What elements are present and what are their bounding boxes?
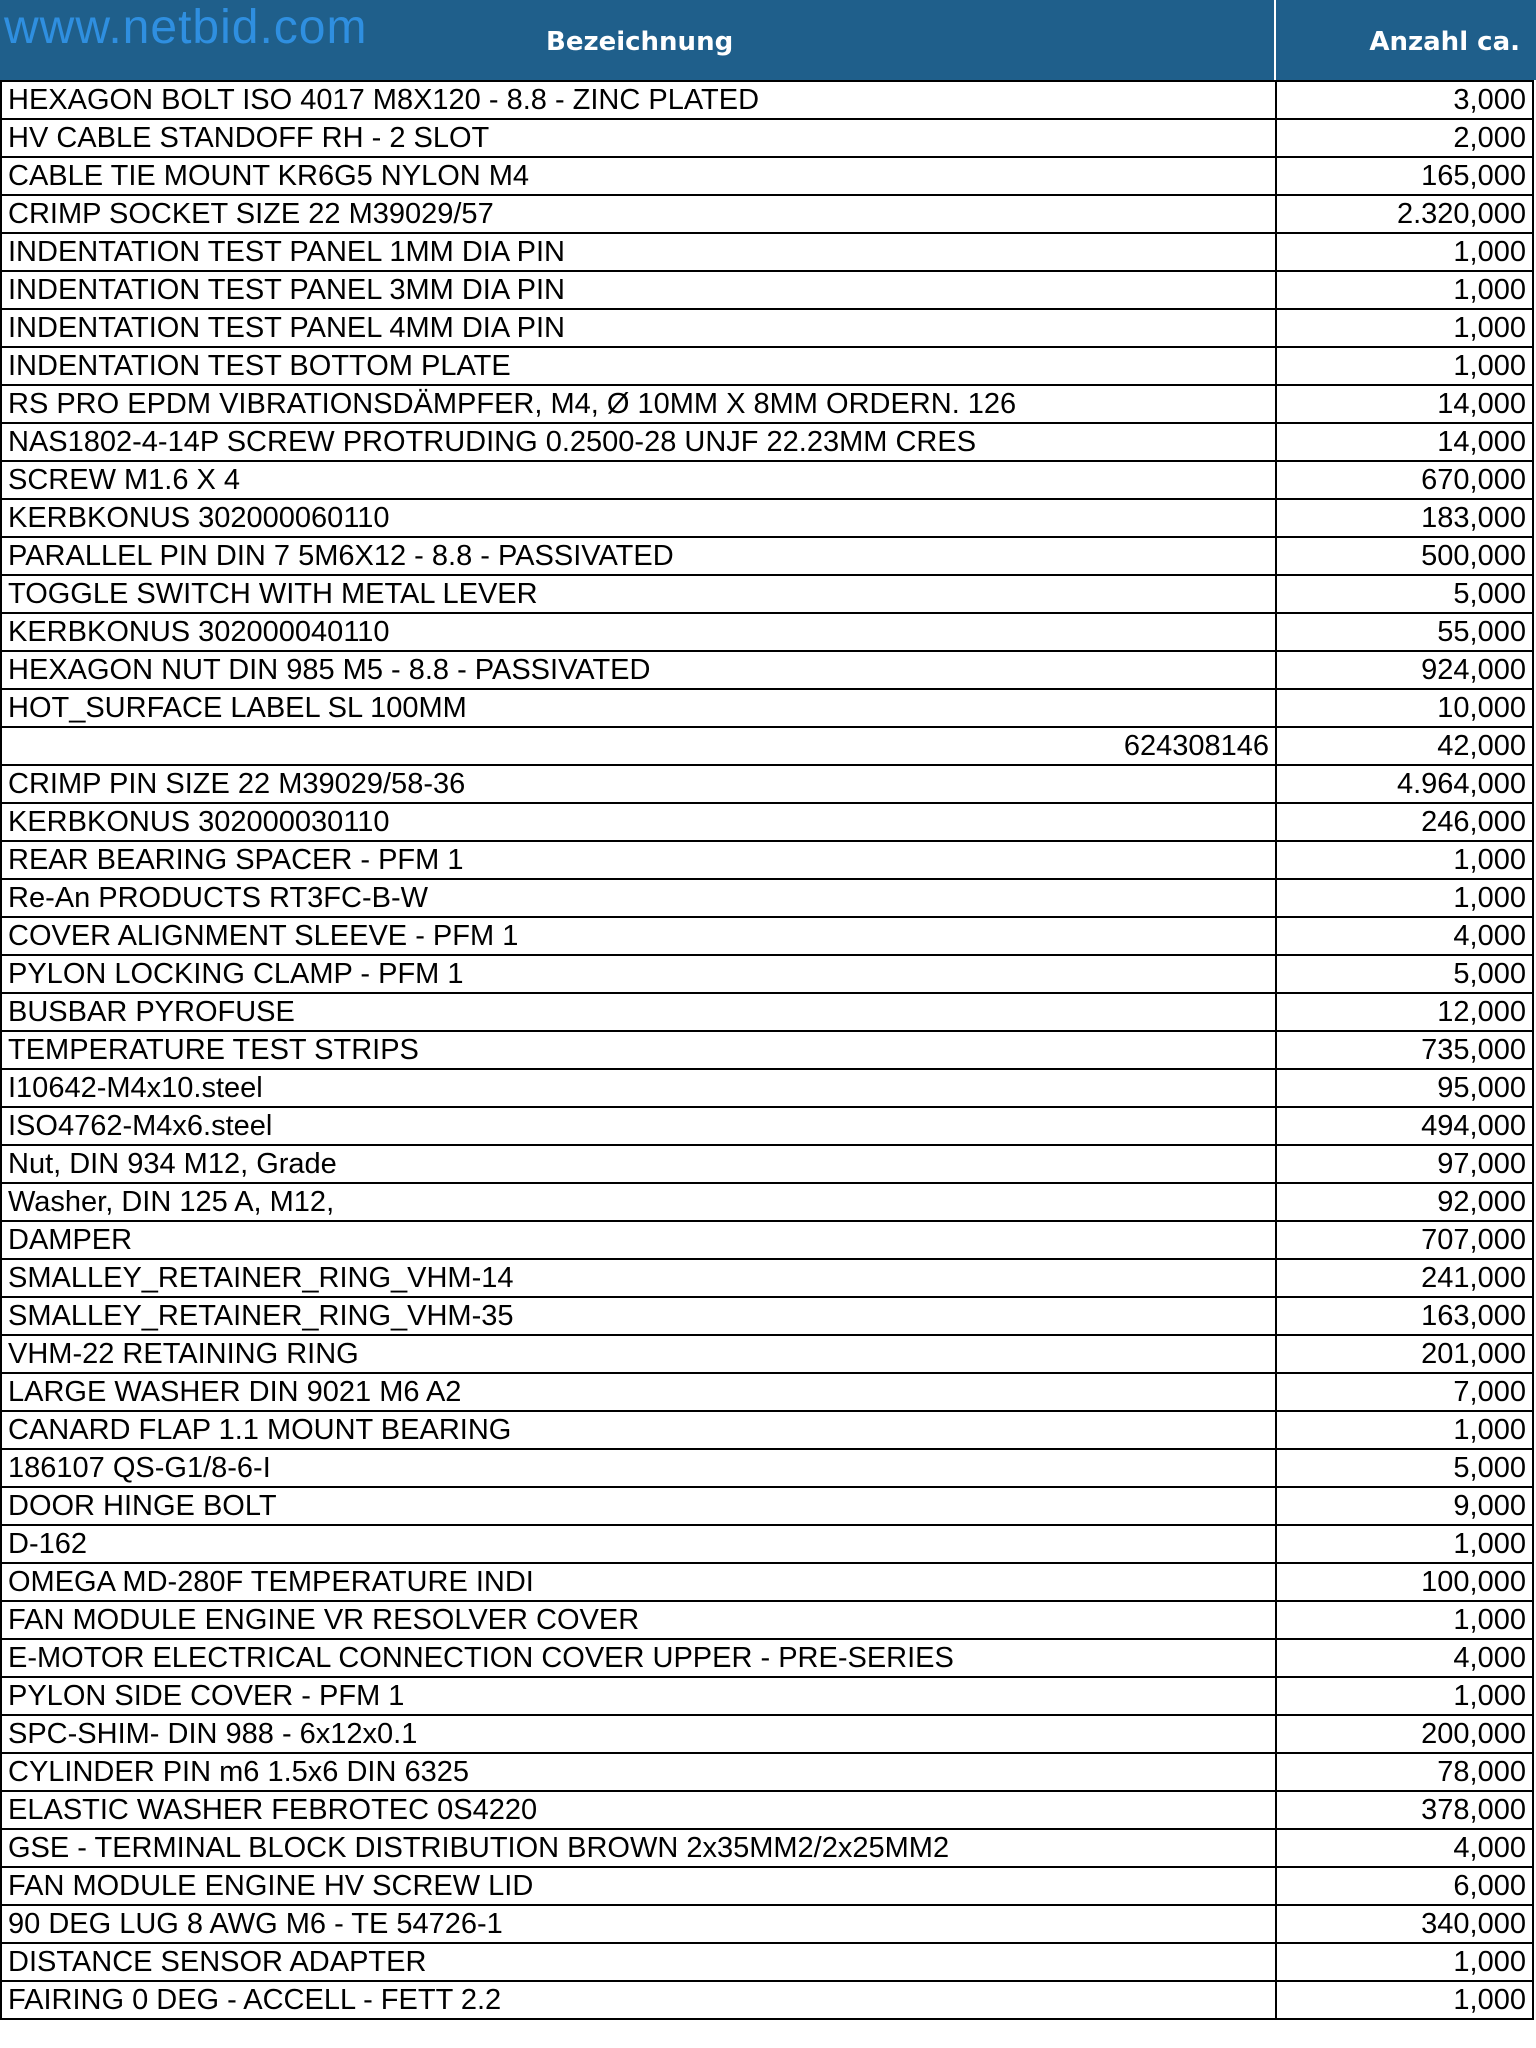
- item-description-cell: LARGE WASHER DIN 9021 M6 A2: [1, 1373, 1276, 1411]
- table-row: [1, 81, 1533, 119]
- item-quantity-cell: 163,000: [1276, 1297, 1533, 1335]
- item-description-cell: E-MOTOR ELECTRICAL CONNECTION COVER UPPER - PRE-SERIES: [1, 1639, 1276, 1677]
- table-row: [1, 651, 1533, 689]
- item-quantity-cell: 165,000: [1276, 157, 1533, 195]
- item-description-cell: INDENTATION TEST PANEL 3MM DIA PIN: [1, 271, 1276, 309]
- table-row: [1, 993, 1533, 1031]
- table-row: [1, 537, 1533, 575]
- item-description-cell: SPC-SHIM- DIN 988 - 6x12x0.1: [1, 1715, 1276, 1753]
- item-quantity-cell: 183,000: [1276, 499, 1533, 537]
- item-description-cell: NAS1802-4-14P SCREW PROTRUDING 0.2500-28 UNJF 22.23MM CRES: [1, 423, 1276, 461]
- item-description-cell: COVER ALIGNMENT SLEEVE - PFM 1: [1, 917, 1276, 955]
- item-description-cell: REAR BEARING SPACER - PFM 1: [1, 841, 1276, 879]
- item-quantity-cell: 924,000: [1276, 651, 1533, 689]
- item-quantity-cell: 1,000: [1276, 1981, 1533, 2019]
- item-quantity-cell: 10,000: [1276, 689, 1533, 727]
- table-row: [1, 1107, 1533, 1145]
- table-row: [1, 499, 1533, 537]
- item-quantity-cell: 14,000: [1276, 385, 1533, 423]
- item-description-cell: OMEGA MD-280F TEMPERATURE INDI: [1, 1563, 1276, 1601]
- item-description-cell: TEMPERATURE TEST STRIPS: [1, 1031, 1276, 1069]
- table-row: [1, 1297, 1533, 1335]
- item-quantity-cell: 201,000: [1276, 1335, 1533, 1373]
- table-row: [1, 1753, 1533, 1791]
- table-row: [1, 879, 1533, 917]
- table-row: [1, 765, 1533, 803]
- item-description-cell: HOT_SURFACE LABEL SL 100MM: [1, 689, 1276, 727]
- item-quantity-cell: 246,000: [1276, 803, 1533, 841]
- item-description-cell: 90 DEG LUG 8 AWG M6 - TE 54726-1: [1, 1905, 1276, 1943]
- table-row: [1, 347, 1533, 385]
- item-quantity-cell: 6,000: [1276, 1867, 1533, 1905]
- item-quantity-cell: 5,000: [1276, 955, 1533, 993]
- table-row: [1, 1715, 1533, 1753]
- item-description-cell: HEXAGON BOLT ISO 4017 M8X120 - 8.8 - ZINC PLATED: [1, 81, 1276, 119]
- table-row: [1, 955, 1533, 993]
- table-row: [1, 1069, 1533, 1107]
- table-row: [1, 233, 1533, 271]
- item-quantity-cell: 707,000: [1276, 1221, 1533, 1259]
- table-row: [1, 841, 1533, 879]
- table-row: [1, 1601, 1533, 1639]
- item-quantity-cell: 7,000: [1276, 1373, 1533, 1411]
- table-row: [1, 1791, 1533, 1829]
- item-quantity-cell: 1,000: [1276, 1525, 1533, 1563]
- item-description-cell: SMALLEY_RETAINER_RING_VHM-35: [1, 1297, 1276, 1335]
- item-quantity-cell: 55,000: [1276, 613, 1533, 651]
- column-header-bezeichnung: Bezeichnung: [546, 27, 734, 57]
- item-description-cell: FAN MODULE ENGINE VR RESOLVER COVER: [1, 1601, 1276, 1639]
- item-quantity-cell: 1,000: [1276, 1601, 1533, 1639]
- table-row: [1, 1943, 1533, 1981]
- items-table: [0, 80, 1534, 2020]
- item-description-cell: I10642-M4x10.steel: [1, 1069, 1276, 1107]
- item-quantity-cell: 14,000: [1276, 423, 1533, 461]
- item-description-cell: Re-An PRODUCTS RT3FC-B-W: [1, 879, 1276, 917]
- item-description-cell: Nut, DIN 934 M12, Grade: [1, 1145, 1276, 1183]
- item-description-cell: Washer, DIN 125 A, M12,: [1, 1183, 1276, 1221]
- item-description-cell: CANARD FLAP 1.1 MOUNT BEARING: [1, 1411, 1276, 1449]
- item-quantity-cell: 4,000: [1276, 917, 1533, 955]
- table-row: [1, 1487, 1533, 1525]
- table-row: [1, 1829, 1533, 1867]
- item-description-cell: PARALLEL PIN DIN 7 5M6X12 - 8.8 - PASSIVATED: [1, 537, 1276, 575]
- item-quantity-cell: 9,000: [1276, 1487, 1533, 1525]
- item-description-cell: CRIMP PIN SIZE 22 M39029/58-36: [1, 765, 1276, 803]
- item-quantity-cell: 95,000: [1276, 1069, 1533, 1107]
- item-quantity-cell: 1,000: [1276, 271, 1533, 309]
- item-description-cell: HV CABLE STANDOFF RH - 2 SLOT: [1, 119, 1276, 157]
- table-row: [1, 1221, 1533, 1259]
- item-quantity-cell: 1,000: [1276, 233, 1533, 271]
- item-description-cell: SMALLEY_RETAINER_RING_VHM-14: [1, 1259, 1276, 1297]
- item-description-cell: INDENTATION TEST PANEL 1MM DIA PIN: [1, 233, 1276, 271]
- table-row: [1, 1335, 1533, 1373]
- item-description-cell: ELASTIC WASHER FEBROTEC 0S4220: [1, 1791, 1276, 1829]
- item-quantity-cell: 1,000: [1276, 841, 1533, 879]
- item-description-cell: ISO4762-M4x6.steel: [1, 1107, 1276, 1145]
- item-description-cell: KERBKONUS 302000040110: [1, 613, 1276, 651]
- item-description-cell: 186107 QS-G1/8-6-I: [1, 1449, 1276, 1487]
- item-quantity-cell: 500,000: [1276, 537, 1533, 575]
- item-description-cell: 624308146: [1, 727, 1276, 765]
- item-quantity-cell: 5,000: [1276, 1449, 1533, 1487]
- table-row: [1, 917, 1533, 955]
- table-row: [1, 689, 1533, 727]
- item-quantity-cell: 78,000: [1276, 1753, 1533, 1791]
- item-quantity-cell: 340,000: [1276, 1905, 1533, 1943]
- table-row: [1, 195, 1533, 233]
- item-description-cell: HEXAGON NUT DIN 985 M5 - 8.8 - PASSIVATED: [1, 651, 1276, 689]
- table-row: [1, 1373, 1533, 1411]
- item-description-cell: GSE - TERMINAL BLOCK DISTRIBUTION BROWN 2x35MM2/2x25MM2: [1, 1829, 1276, 1867]
- item-description-cell: PYLON LOCKING CLAMP - PFM 1: [1, 955, 1276, 993]
- column-header-anzahl: Anzahl ca.: [1369, 27, 1520, 57]
- item-quantity-cell: 670,000: [1276, 461, 1533, 499]
- item-quantity-cell: 97,000: [1276, 1145, 1533, 1183]
- item-description-cell: TOGGLE SWITCH WITH METAL LEVER: [1, 575, 1276, 613]
- table-row: [1, 1981, 1533, 2019]
- table-row: [1, 423, 1533, 461]
- item-quantity-cell: 200,000: [1276, 1715, 1533, 1753]
- item-quantity-cell: 2,000: [1276, 119, 1533, 157]
- item-quantity-cell: 1,000: [1276, 1943, 1533, 1981]
- item-description-cell: FAN MODULE ENGINE HV SCREW LID: [1, 1867, 1276, 1905]
- item-description-cell: DAMPER: [1, 1221, 1276, 1259]
- table-row: [1, 309, 1533, 347]
- table-row: [1, 727, 1533, 765]
- netbid-watermark: www.netbid.com: [4, 1, 368, 54]
- item-quantity-cell: 92,000: [1276, 1183, 1533, 1221]
- table-row: [1, 1259, 1533, 1297]
- item-quantity-cell: 42,000: [1276, 727, 1533, 765]
- item-description-cell: KERBKONUS 302000030110: [1, 803, 1276, 841]
- table-row: [1, 385, 1533, 423]
- item-description-cell: DOOR HINGE BOLT: [1, 1487, 1276, 1525]
- item-quantity-cell: 100,000: [1276, 1563, 1533, 1601]
- header-divider: [1274, 0, 1276, 80]
- table-row: [1, 613, 1533, 651]
- table-row: [1, 461, 1533, 499]
- item-description-cell: CYLINDER PIN m6 1.5x6 DIN 6325: [1, 1753, 1276, 1791]
- table-row: [1, 1145, 1533, 1183]
- table-row: [1, 271, 1533, 309]
- table-row: [1, 803, 1533, 841]
- item-quantity-cell: 4,000: [1276, 1829, 1533, 1867]
- item-description-cell: INDENTATION TEST PANEL 4MM DIA PIN: [1, 309, 1276, 347]
- table-row: [1, 575, 1533, 613]
- table-row: [1, 1411, 1533, 1449]
- item-quantity-cell: 1,000: [1276, 309, 1533, 347]
- item-quantity-cell: 1,000: [1276, 347, 1533, 385]
- item-description-cell: INDENTATION TEST BOTTOM PLATE: [1, 347, 1276, 385]
- item-description-cell: CABLE TIE MOUNT KR6G5 NYLON M4: [1, 157, 1276, 195]
- item-quantity-cell: 378,000: [1276, 1791, 1533, 1829]
- table-row: [1, 1183, 1533, 1221]
- table-row: [1, 157, 1533, 195]
- item-quantity-cell: 5,000: [1276, 575, 1533, 613]
- item-description-cell: D-162: [1, 1525, 1276, 1563]
- items-table-body: [1, 81, 1533, 2019]
- table-row: [1, 1563, 1533, 1601]
- table-row: [1, 1677, 1533, 1715]
- item-description-cell: RS PRO EPDM VIBRATIONSDÄMPFER, M4, Ø 10MM X 8MM ORDERN. 126: [1, 385, 1276, 423]
- table-row: [1, 119, 1533, 157]
- table-row: [1, 1639, 1533, 1677]
- item-quantity-cell: 1,000: [1276, 879, 1533, 917]
- table-row: [1, 1525, 1533, 1563]
- item-quantity-cell: 2.320,000: [1276, 195, 1533, 233]
- table-row: [1, 1867, 1533, 1905]
- item-quantity-cell: 494,000: [1276, 1107, 1533, 1145]
- item-description-cell: KERBKONUS 302000060110: [1, 499, 1276, 537]
- item-description-cell: BUSBAR PYROFUSE: [1, 993, 1276, 1031]
- table-header: [0, 0, 1536, 80]
- item-description-cell: CRIMP SOCKET SIZE 22 M39029/57: [1, 195, 1276, 233]
- item-quantity-cell: 1,000: [1276, 1411, 1533, 1449]
- table-row: [1, 1905, 1533, 1943]
- item-quantity-cell: 735,000: [1276, 1031, 1533, 1069]
- item-quantity-cell: 4.964,000: [1276, 765, 1533, 803]
- item-quantity-cell: 1,000: [1276, 1677, 1533, 1715]
- table-row: [1, 1449, 1533, 1487]
- item-description-cell: DISTANCE SENSOR ADAPTER: [1, 1943, 1276, 1981]
- item-quantity-cell: 4,000: [1276, 1639, 1533, 1677]
- item-quantity-cell: 241,000: [1276, 1259, 1533, 1297]
- item-description-cell: FAIRING 0 DEG - ACCELL - FETT 2.2: [1, 1981, 1276, 2019]
- item-quantity-cell: 12,000: [1276, 993, 1533, 1031]
- item-description-cell: PYLON SIDE COVER - PFM 1: [1, 1677, 1276, 1715]
- table-row: [1, 1031, 1533, 1069]
- item-description-cell: VHM-22 RETAINING RING: [1, 1335, 1276, 1373]
- item-quantity-cell: 3,000: [1276, 81, 1533, 119]
- item-description-cell: SCREW M1.6 X 4: [1, 461, 1276, 499]
